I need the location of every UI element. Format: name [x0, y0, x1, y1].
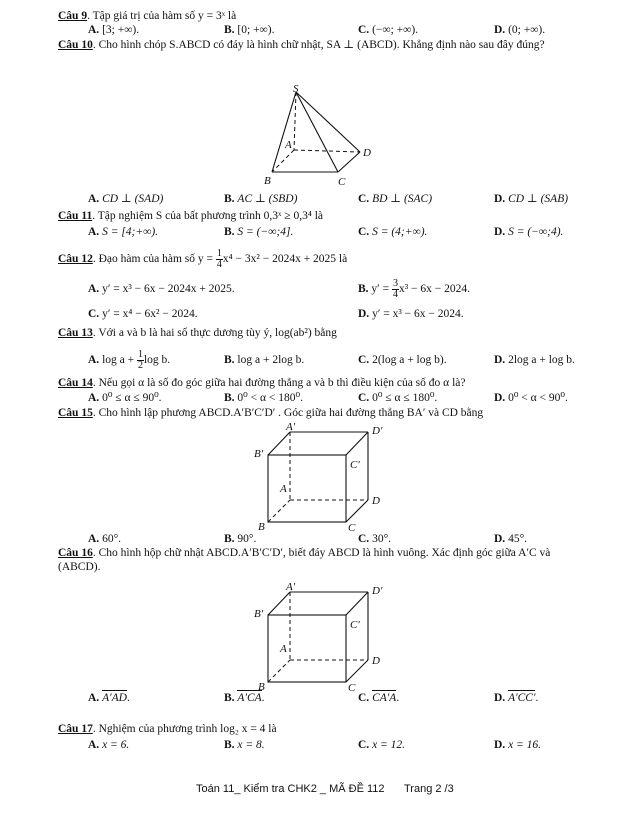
- vertex-label: C: [348, 522, 356, 532]
- question-number: Câu 10: [58, 39, 93, 51]
- option-a: A. y′ = x³ − 6x − 2024x + 2025.: [88, 283, 235, 295]
- option-c: C. y′ = x⁴ − 6x² − 2024.: [88, 308, 198, 320]
- vertex-label: A: [280, 483, 287, 495]
- question-17: [58, 723, 277, 737]
- question-number: Câu 15: [58, 407, 93, 419]
- question-text: . Cho hình lập phương ABCD.A′B′C′D′ . Góc giữa hai đường thẳng BA′ và CD bằng: [92, 407, 484, 419]
- question-16: [58, 547, 550, 561]
- question-11: [58, 210, 323, 224]
- box-figure: [252, 580, 392, 692]
- vertex-label: A′: [286, 421, 296, 433]
- option-b: B. [0; +∞).: [224, 24, 275, 36]
- question-number: Câu 11: [58, 210, 93, 222]
- footer-title: Toán 11_ Kiểm tra CHK2 _ MÃ ĐỀ 112: [196, 783, 385, 795]
- vertex-label: C′: [350, 619, 360, 631]
- vertex-label: C: [338, 176, 346, 188]
- question-number: Câu 13: [58, 327, 93, 339]
- option-a: A. 0⁰ ≤ α ≤ 90⁰.: [88, 392, 162, 404]
- option-b: B. y′ = $\frac{3}{4}$ x³ − 6x − 2024.: [358, 278, 470, 300]
- option-d: D. y′ = x³ − 6x − 2024.: [358, 308, 464, 320]
- question-15: [58, 407, 483, 421]
- option-d: D. 45°.: [494, 533, 528, 545]
- question-text: . Cho hình chóp S.ABCD có đáy là hình chữ nhật, SA ⊥ (ABCD). Khẳng định nào sau đây đúng?: [92, 39, 545, 51]
- vertex-label: A′: [286, 581, 296, 593]
- question-number: Câu 16: [58, 547, 93, 559]
- cube-figure: [252, 420, 392, 532]
- pyramid-figure: [252, 84, 382, 190]
- question-text: . Nghiệm của phương trình log₂ x = 4 là: [92, 723, 277, 735]
- question-text: . Tập nghiệm S của bất phương trình 0,3ˣ ≥ 0,3⁴ là: [92, 210, 324, 222]
- option-c: C. (−∞; +∞).: [358, 24, 419, 36]
- question-number: Câu 12: [58, 253, 93, 266]
- vertex-label: D: [372, 655, 380, 667]
- question-number: Câu 17: [58, 723, 93, 735]
- question-12: Câu 12. Đạo hàm của hàm số y = $\frac{1}{4}$ x⁴ − 3x² − 2024x + 2025 là: [58, 248, 348, 270]
- option-a: A. S = [4;+∞).: [88, 226, 159, 238]
- option-b: B. S = (−∞;4].: [224, 226, 294, 238]
- option-a: A. A′AD.: [88, 692, 130, 704]
- vertex-label: S: [293, 84, 299, 95]
- option-c: C. CA′A.: [358, 692, 400, 704]
- option-d: D. CD ⊥ (SAB): [494, 193, 569, 205]
- option-b: B. A′CA.: [224, 692, 265, 704]
- option-a: A. x = 6.: [88, 739, 130, 751]
- vertex-label: D: [363, 147, 371, 159]
- question-9: [58, 10, 236, 24]
- question-16-line2: (ABCD).: [58, 561, 101, 573]
- option-d: D. 2log a + log b.: [494, 354, 575, 366]
- option-d: D. (0; +∞).: [494, 24, 546, 36]
- vertex-label: A: [285, 139, 292, 151]
- option-a: A. log a + $\frac{1}{2}$ log b.: [88, 349, 171, 371]
- option-c: C. x = 12.: [358, 739, 406, 751]
- option-c: C. BD ⊥ (SAC): [358, 193, 433, 205]
- option-b: B. AC ⊥ (SBD): [224, 193, 298, 205]
- footer-page-number: Trang 2 /3: [404, 783, 454, 795]
- option-c: C. 0⁰ ≤ α ≤ 180⁰.: [358, 392, 438, 404]
- vertex-label: B: [258, 681, 265, 692]
- option-b: B. 0⁰ < α < 180⁰.: [224, 392, 304, 404]
- option-d: D. A′CC′.: [494, 692, 539, 704]
- vertex-label: B: [258, 521, 265, 532]
- option-a: A. [3; +∞).: [88, 24, 140, 36]
- question-text: . Nếu gọi α là số đo góc giữa hai đường thẳng a và b thì điều kiện của số đo α là?: [92, 377, 466, 389]
- option-c: C. S = (4;+∞).: [358, 226, 428, 238]
- vertex-label: D′: [372, 585, 383, 597]
- vertex-label: B′: [254, 448, 264, 460]
- question-number: Câu 9: [58, 10, 88, 22]
- vertex-label: C: [348, 682, 356, 692]
- option-b: B. log a + 2log b.: [224, 354, 305, 366]
- question-text: . Với a và b là hai số thực dương tùy ý, log(ab²) bằng: [92, 327, 337, 339]
- option-c: C. 30°.: [358, 533, 392, 545]
- option-a: A. 60°.: [88, 533, 122, 545]
- vertex-label: A: [280, 643, 287, 655]
- vertex-label: B′: [254, 608, 264, 620]
- question-text: . Tập giá trị của hàm số y = 3ˣ là: [87, 10, 237, 22]
- question-13: [58, 327, 337, 341]
- vertex-label: C′: [350, 459, 360, 471]
- question-text: . Cho hình hộp chữ nhật ABCD.A′B′C′D′, biết đáy ABCD là hình vuông. Xác định góc giữa A′C và: [92, 547, 551, 559]
- question-number: Câu 14: [58, 377, 93, 389]
- vertex-label: D′: [372, 425, 383, 437]
- option-a: A. CD ⊥ (SAD): [88, 193, 164, 205]
- option-d: D. S = (−∞;4).: [494, 226, 564, 238]
- option-d: D. 0⁰ < α < 90⁰.: [494, 392, 568, 404]
- option-b: B. x = 8.: [224, 739, 265, 751]
- option-c: C. 2(log a + log b).: [358, 354, 447, 366]
- question-14: [58, 377, 465, 391]
- option-b: B. 90°.: [224, 533, 257, 545]
- vertex-label: B: [264, 175, 271, 187]
- vertex-label: D: [372, 495, 380, 507]
- question-10: [58, 39, 545, 53]
- option-d: D. x = 16.: [494, 739, 542, 751]
